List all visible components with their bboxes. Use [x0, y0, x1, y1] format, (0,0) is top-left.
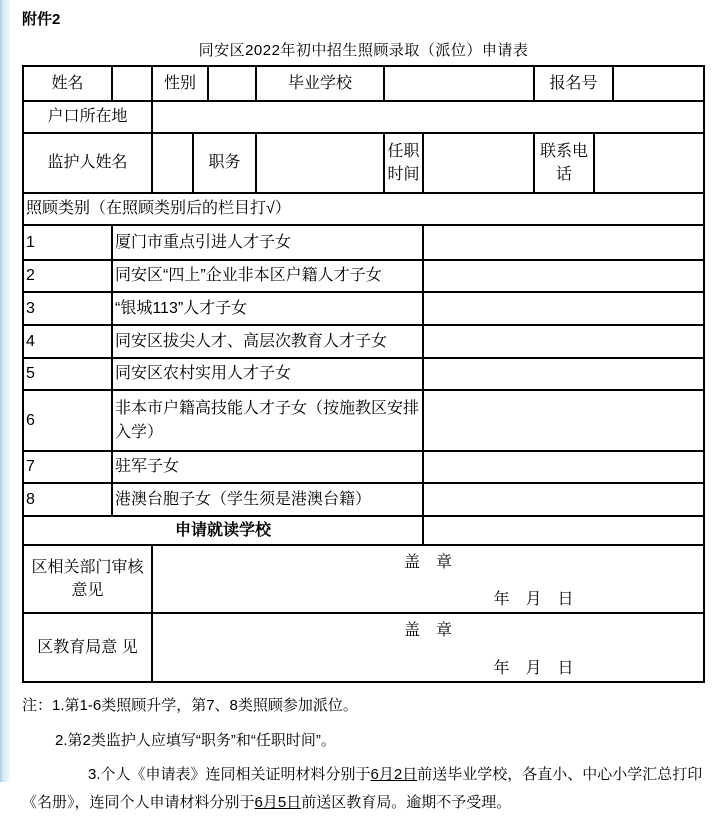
page-edge-strip	[0, 0, 10, 782]
dept-review-content-cell[interactable]	[152, 545, 704, 613]
category-check-cell[interactable]	[423, 451, 704, 483]
category-row	[23, 451, 704, 483]
apply-school-row	[23, 516, 704, 545]
note-3-text: 前送区教育局。逾期不予受理。	[301, 794, 512, 811]
category-header-cell: 照顾类别（在照顾类别后的栏目打√）	[23, 193, 704, 225]
gender-value-cell[interactable]	[208, 66, 256, 101]
gender-label-cell: 性别	[152, 66, 208, 101]
category-number-cell: 7	[23, 451, 112, 483]
header-row	[23, 66, 704, 101]
category-number-cell: 4	[23, 325, 112, 358]
category-check-cell[interactable]	[423, 260, 704, 292]
note-1: 注：1.第1-6类照顾升学，第7、8类照顾参加派位。	[22, 696, 358, 714]
note-3-text: 前送毕业学校，各直小、中心小学汇总打印《名册》，连同个人申请材料分别于	[22, 766, 703, 811]
category-header-row	[23, 193, 704, 225]
category-row	[23, 483, 704, 516]
dept-review-label-cell	[23, 545, 152, 613]
bureau-review-label-cell: 区教育局意 见	[23, 613, 152, 681]
note-3-date-2: 6月5日	[254, 794, 302, 811]
category-row	[23, 225, 704, 260]
category-row	[23, 325, 704, 358]
education-bureau-review-row	[23, 613, 704, 681]
position-value-cell[interactable]	[256, 133, 384, 193]
category-check-cell[interactable]	[423, 325, 704, 358]
category-row	[23, 358, 704, 390]
school-label-cell: 毕业学校	[256, 66, 384, 101]
form-title: 同安区2022年初中招生照顾录取（派位）申请表	[198, 42, 529, 59]
district-dept-review-row	[23, 545, 704, 613]
apply-school-value-cell[interactable]	[423, 516, 704, 545]
note-3-date-1: 6月2日	[370, 766, 418, 784]
guardian-value-cell[interactable]	[152, 133, 193, 193]
category-number-cell: 2	[23, 260, 112, 292]
category-check-cell[interactable]	[423, 483, 704, 516]
category-number-cell: 6	[23, 390, 112, 451]
note-3	[22, 761, 705, 817]
position-label-cell: 职务	[193, 133, 256, 193]
regno-value-cell[interactable]	[613, 66, 704, 101]
category-check-cell[interactable]	[423, 292, 704, 325]
regno-label-cell: 报名号	[534, 66, 613, 101]
seal-label: 盖 章	[404, 554, 453, 571]
category-text-cell: 驻军子女	[112, 451, 423, 483]
category-check-cell[interactable]	[423, 390, 704, 451]
dept-review-label-line2: 意见	[71, 582, 104, 600]
tenure-value-cell[interactable]	[423, 133, 534, 193]
category-check-cell[interactable]	[423, 225, 704, 260]
category-number-cell: 1	[23, 225, 112, 260]
date-label: 年 月 日	[493, 659, 574, 677]
residence-row	[23, 101, 704, 133]
category-number-cell: 3	[23, 292, 112, 325]
residence-value-cell[interactable]	[152, 101, 704, 133]
guardian-row	[23, 133, 704, 193]
guardian-label-cell: 监护人姓名	[23, 133, 152, 193]
school-value-cell[interactable]	[384, 66, 534, 101]
category-number-cell: 5	[23, 358, 112, 390]
category-check-cell[interactable]	[423, 358, 704, 390]
category-text-cell: 非本市户籍高技能人才子女（按施教区安排入学）	[112, 390, 423, 451]
note-2: 2.第2类监护人应填写“职务”和“任职时间”。	[55, 731, 336, 749]
date-label: 年 月 日	[493, 591, 574, 609]
name-label-cell: 姓名	[23, 66, 112, 101]
category-row	[23, 260, 704, 292]
category-number-cell: 8	[23, 483, 112, 516]
seal-label: 盖 章	[404, 622, 453, 640]
name-value-cell[interactable]	[112, 66, 152, 101]
phone-label-cell: 联系电话	[534, 133, 594, 193]
tenure-label-cell: 任职时间	[384, 133, 423, 193]
category-text-cell: 同安区拔尖人才、高层次教育人才子女	[112, 325, 423, 358]
category-text-cell: 同安区农村实用人才子女	[112, 358, 423, 390]
category-row	[23, 390, 704, 451]
phone-value-cell[interactable]	[594, 133, 704, 193]
apply-school-label-cell: 申请就读学校	[23, 516, 423, 545]
bureau-review-content-cell[interactable]	[152, 613, 704, 681]
category-text-cell: 港澳台胞子女（学生须是港澳台籍）	[112, 483, 423, 516]
note-3-text: 3.个人《申请表》连同相关证明材料分别于	[88, 766, 371, 784]
category-row	[23, 292, 704, 325]
application-table	[22, 65, 705, 683]
attachment-label: 附件2	[22, 11, 61, 28]
category-text-cell: 同安区“四上”企业非本区户籍人才子女	[112, 260, 423, 292]
notes	[22, 692, 705, 817]
category-text-cell: 厦门市重点引进人才子女	[112, 225, 423, 260]
category-text-cell: “银城113”人才子女	[112, 292, 423, 325]
document-page	[22, 0, 705, 817]
dept-review-label-line1: 区相关部门审核	[31, 559, 144, 576]
residence-label-cell: 户口所在地	[23, 101, 152, 133]
